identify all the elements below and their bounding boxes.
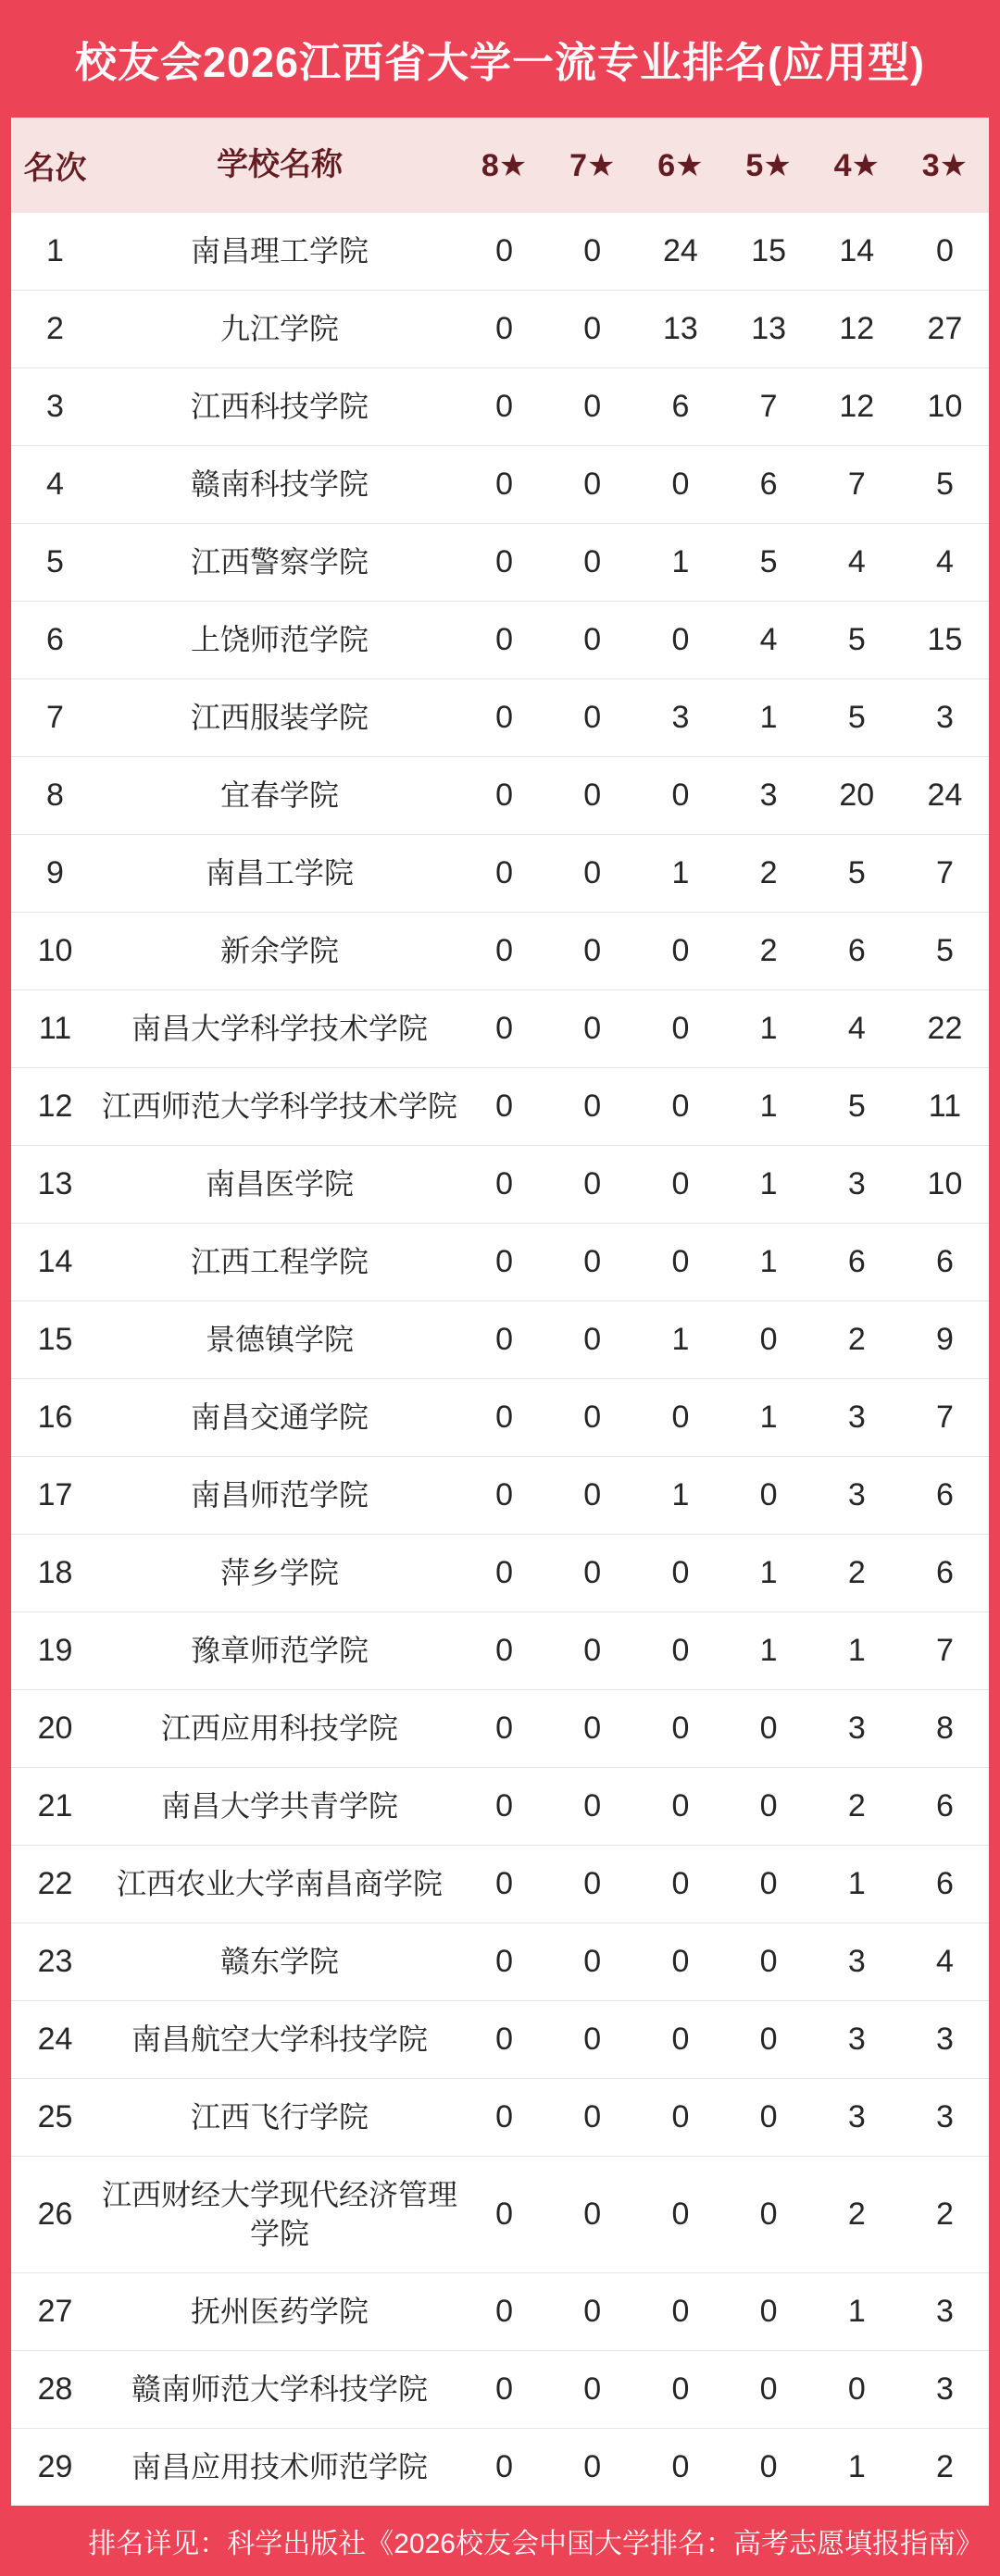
star-count-cell: 5 [935, 933, 954, 969]
star-count-cell: 3 [847, 1711, 866, 1747]
rank-cell: 2 [46, 311, 64, 347]
rank-cell: 11 [38, 1011, 72, 1047]
rank-cell: 21 [37, 1788, 73, 1824]
star-count-cell: 4 [847, 1011, 866, 1047]
star-count-cell: 0 [583, 1555, 602, 1591]
rank-cell: 5 [46, 544, 64, 580]
star-count-cell: 0 [583, 1633, 602, 1669]
table-body [11, 213, 989, 2506]
star-count-cell: 0 [495, 2196, 514, 2233]
star-count-cell: 1 [759, 1633, 778, 1669]
table-row [11, 2000, 989, 2078]
star-count-cell: 10 [927, 389, 963, 425]
star-count-cell: 24 [663, 233, 698, 268]
rank-cell: 24 [37, 2022, 73, 2058]
star-count-cell: 0 [671, 778, 690, 814]
star-count-cell: 0 [495, 1322, 514, 1358]
table-row [11, 523, 989, 601]
star-count-cell: 0 [583, 778, 602, 814]
rank-cell: 17 [37, 1477, 73, 1513]
star-count-cell: 2 [847, 2196, 866, 2233]
rank-cell: 19 [37, 1633, 73, 1669]
star-count-cell: 7 [759, 389, 778, 425]
rank-cell: 26 [37, 2196, 73, 2233]
star-count-cell: 0 [495, 855, 514, 891]
star-count-cell: 4 [847, 544, 866, 580]
school-name-cell: 南昌工学院 [205, 855, 354, 890]
star-count-cell: 0 [759, 1322, 778, 1358]
star-count-cell: 7 [847, 467, 866, 503]
star-count-cell: 1 [759, 1166, 778, 1202]
star-count-cell: 0 [495, 389, 514, 425]
rank-cell: 18 [37, 1555, 73, 1591]
rank-cell: 9 [46, 855, 64, 891]
rank-cell: 10 [37, 933, 73, 969]
school-name-cell: 江西警察学院 [190, 544, 369, 579]
star-count-cell: 6 [935, 1788, 954, 1824]
star-count-cell: 0 [671, 2099, 690, 2135]
star-count-cell: 0 [671, 2294, 690, 2329]
star-count-cell: 2 [935, 2196, 954, 2233]
star-count-cell: 0 [759, 1866, 778, 1902]
school-name-cell: 江西科技学院 [190, 389, 369, 423]
table-row [11, 1145, 989, 1223]
star-count-cell: 0 [671, 1244, 690, 1280]
star-count-cell: 0 [671, 1011, 690, 1047]
star-count-cell: 1 [847, 2294, 866, 2329]
table-row [11, 834, 989, 912]
table-row [11, 989, 989, 1067]
table-row [11, 2156, 989, 2272]
school-name-cell: 江西服装学院 [190, 700, 369, 734]
school-name-cell: 赣东学院 [219, 1945, 339, 1979]
star-count-cell: 0 [583, 1866, 602, 1902]
school-name-cell: 南昌航空大学科技学院 [131, 2022, 428, 2057]
footer-note: 排名详见：科学出版社《2026校友会中国大学排名：高考志愿填报指南》 [88, 2529, 983, 2559]
star-count-cell: 0 [495, 1555, 514, 1591]
star-count-cell: 20 [839, 778, 875, 814]
star-count-cell: 0 [671, 2022, 690, 2058]
star-count-cell: 15 [927, 622, 963, 658]
table-row [11, 2350, 989, 2428]
star-count-cell: 3 [935, 2294, 954, 2329]
star-count-cell: 10 [927, 1166, 963, 1202]
table-row [11, 1456, 989, 1534]
star-count-cell: 11 [928, 1089, 962, 1125]
star-count-cell: 0 [495, 2022, 514, 2058]
school-name-cell: 上饶师范学院 [190, 622, 369, 656]
table-row [11, 678, 989, 756]
star-count-cell: 0 [583, 2371, 602, 2408]
school-name-cell: 新余学院 [219, 933, 339, 967]
star-count-cell: 6 [935, 1477, 954, 1513]
star-count-cell: 0 [671, 1944, 690, 1980]
table-row [11, 445, 989, 523]
star-count-cell: 5 [847, 700, 866, 736]
star-count-cell: 0 [583, 622, 602, 658]
table-row [11, 2078, 989, 2156]
rank-cell: 28 [37, 2371, 73, 2408]
star-count-cell: 0 [671, 2449, 690, 2485]
footer-bar [11, 2506, 989, 2576]
star-count-cell: 5 [759, 544, 778, 580]
star-count-cell: 1 [671, 1322, 690, 1358]
col-header-7star: 7★ [569, 147, 616, 183]
star-count-cell: 24 [927, 778, 963, 814]
school-name-cell: 景德镇学院 [205, 1322, 354, 1356]
star-count-cell: 0 [583, 1011, 602, 1047]
star-count-cell: 5 [847, 622, 866, 658]
table-row [11, 1067, 989, 1145]
star-count-cell: 0 [671, 1788, 690, 1824]
star-count-cell: 0 [495, 1866, 514, 1902]
star-count-cell: 0 [495, 2294, 514, 2329]
star-count-cell: 0 [583, 1477, 602, 1513]
star-count-cell: 0 [583, 1400, 602, 1436]
table-row [11, 1767, 989, 1845]
star-count-cell: 0 [583, 2196, 602, 2233]
school-name-cell: 江西财经大学现代经济管理学院 [101, 2178, 457, 2250]
star-count-cell: 0 [495, 1244, 514, 1280]
star-count-cell: 13 [663, 311, 698, 347]
star-count-cell: 3 [847, 1477, 866, 1513]
table-row [11, 1223, 989, 1300]
star-count-cell: 0 [495, 467, 514, 503]
star-count-cell: 0 [759, 2196, 778, 2233]
star-count-cell: 2 [847, 1788, 866, 1824]
star-count-cell: 0 [495, 700, 514, 736]
rank-cell: 7 [46, 700, 64, 736]
rank-cell: 16 [37, 1400, 73, 1436]
star-count-cell: 0 [759, 1477, 778, 1513]
star-count-cell: 1 [759, 1555, 778, 1591]
star-count-cell: 27 [927, 311, 963, 347]
table-row [11, 1300, 989, 1378]
star-count-cell: 2 [847, 1555, 866, 1591]
star-count-cell: 0 [495, 1166, 514, 1202]
col-header-rank: 名次 [23, 151, 87, 186]
star-count-cell: 0 [495, 544, 514, 580]
star-count-cell: 12 [839, 389, 875, 425]
table-row [11, 367, 989, 445]
table-row [11, 912, 989, 989]
table-header-row [11, 118, 989, 213]
school-name-cell: 南昌大学共青学院 [160, 1789, 398, 1823]
table-row [11, 1378, 989, 1456]
rank-cell: 3 [46, 389, 64, 425]
star-count-cell: 2 [759, 933, 778, 969]
star-count-cell: 0 [759, 2449, 778, 2485]
star-count-cell: 2 [759, 855, 778, 891]
star-count-cell: 0 [583, 700, 602, 736]
table-row [11, 1845, 989, 1923]
star-count-cell: 0 [935, 233, 954, 268]
school-name-cell: 赣南科技学院 [190, 467, 369, 501]
star-count-cell: 0 [495, 233, 514, 268]
star-count-cell: 0 [495, 1633, 514, 1669]
school-name-cell: 江西农业大学南昌商学院 [116, 1867, 443, 1901]
table-row [11, 213, 989, 290]
star-count-cell: 0 [583, 1166, 602, 1202]
star-count-cell: 0 [671, 933, 690, 969]
col-header-3star: 3★ [921, 147, 969, 183]
star-count-cell: 6 [935, 1555, 954, 1591]
col-header-school: 学校名称 [217, 147, 343, 183]
star-count-cell: 0 [583, 1322, 602, 1358]
star-count-cell: 0 [583, 855, 602, 891]
star-count-cell: 3 [847, 2099, 866, 2135]
star-count-cell: 13 [751, 311, 787, 347]
rank-cell: 27 [37, 2294, 73, 2329]
star-count-cell: 0 [495, 1400, 514, 1436]
title-bar [11, 0, 989, 118]
star-count-cell: 0 [759, 2294, 778, 2329]
table-row [11, 2428, 989, 2506]
school-name-cell: 九江学院 [219, 311, 339, 345]
table-row [11, 756, 989, 834]
star-count-cell: 3 [847, 2022, 866, 2058]
rank-cell: 20 [37, 1711, 73, 1747]
star-count-cell: 0 [671, 1400, 690, 1436]
star-count-cell: 2 [847, 1322, 866, 1358]
star-count-cell: 9 [935, 1322, 954, 1358]
star-count-cell: 6 [847, 1244, 866, 1280]
star-count-cell: 0 [583, 2099, 602, 2135]
star-count-cell: 3 [847, 1400, 866, 1436]
rank-cell: 22 [37, 1866, 73, 1902]
star-count-cell: 0 [671, 1866, 690, 1902]
star-count-cell: 0 [583, 2022, 602, 2058]
star-count-cell: 1 [671, 1477, 690, 1513]
star-count-cell: 0 [583, 933, 602, 969]
star-count-cell: 0 [583, 1089, 602, 1125]
rank-cell: 23 [37, 1944, 73, 1980]
star-count-cell: 0 [495, 1011, 514, 1047]
rank-cell: 8 [46, 778, 64, 814]
star-count-cell: 5 [847, 1089, 866, 1125]
school-name-cell: 江西工程学院 [190, 1244, 369, 1278]
star-count-cell: 7 [935, 1400, 954, 1436]
star-count-cell: 0 [495, 1711, 514, 1747]
rank-cell: 4 [46, 467, 64, 503]
school-name-cell: 南昌应用技术师范学院 [131, 2449, 428, 2483]
star-count-cell: 3 [847, 1944, 866, 1980]
star-count-cell: 3 [847, 1166, 866, 1202]
star-count-cell: 1 [759, 700, 778, 736]
col-header-5star: 5★ [745, 147, 792, 183]
school-name-cell: 江西应用科技学院 [160, 1711, 398, 1745]
star-count-cell: 3 [935, 2022, 954, 2058]
school-name-cell: 萍乡学院 [219, 1555, 339, 1589]
star-count-cell: 0 [583, 1244, 602, 1280]
star-count-cell: 0 [583, 2294, 602, 2329]
star-count-cell: 0 [583, 1788, 602, 1824]
table-row [11, 1689, 989, 1767]
school-name-cell: 豫章师范学院 [190, 1633, 369, 1667]
star-count-cell: 0 [495, 933, 514, 969]
star-count-cell: 7 [935, 1633, 954, 1669]
star-count-cell: 3 [935, 700, 954, 736]
star-count-cell: 6 [935, 1866, 954, 1902]
col-header-4star: 4★ [833, 147, 880, 183]
star-count-cell: 0 [759, 2371, 778, 2408]
star-count-cell: 1 [671, 544, 690, 580]
star-count-cell: 0 [671, 467, 690, 503]
star-count-cell: 4 [759, 622, 778, 658]
school-name-cell: 江西师范大学科学技术学院 [101, 1089, 457, 1123]
table-row [11, 2272, 989, 2350]
star-count-cell: 4 [935, 544, 954, 580]
ranking-table [11, 118, 989, 2506]
star-count-cell: 6 [935, 1244, 954, 1280]
col-header-8star: 8★ [481, 147, 528, 183]
star-count-cell: 0 [671, 2371, 690, 2408]
school-name-cell: 抚州医药学院 [190, 2294, 369, 2328]
star-count-cell: 3 [759, 778, 778, 814]
star-count-cell: 0 [583, 2449, 602, 2485]
star-count-cell: 0 [759, 1788, 778, 1824]
star-count-cell: 0 [495, 311, 514, 347]
rank-cell: 1 [46, 233, 64, 268]
star-count-cell: 0 [495, 2371, 514, 2408]
star-count-cell: 0 [671, 1166, 690, 1202]
star-count-cell: 0 [583, 233, 602, 268]
star-count-cell: 0 [671, 1711, 690, 1747]
star-count-cell: 0 [759, 1711, 778, 1747]
rank-cell: 29 [37, 2449, 73, 2485]
star-count-cell: 0 [583, 544, 602, 580]
star-count-cell: 6 [671, 389, 690, 425]
star-count-cell: 0 [583, 1944, 602, 1980]
school-name-cell: 江西飞行学院 [190, 2100, 369, 2134]
star-count-cell: 3 [935, 2099, 954, 2135]
table-row [11, 1923, 989, 2000]
star-count-cell: 0 [759, 1944, 778, 1980]
star-count-cell: 0 [583, 389, 602, 425]
star-count-cell: 1 [847, 1633, 866, 1669]
star-count-cell: 0 [583, 1711, 602, 1747]
star-count-cell: 0 [671, 1089, 690, 1125]
rank-cell: 14 [37, 1244, 73, 1280]
star-count-cell: 12 [839, 311, 875, 347]
star-count-cell: 0 [495, 622, 514, 658]
star-count-cell: 1 [671, 855, 690, 891]
star-count-cell: 5 [847, 855, 866, 891]
rank-cell: 12 [37, 1089, 73, 1125]
star-count-cell: 0 [495, 1089, 514, 1125]
star-count-cell: 7 [935, 855, 954, 891]
star-count-cell: 1 [759, 1089, 778, 1125]
rank-cell: 25 [37, 2099, 73, 2135]
star-count-cell: 1 [847, 2449, 866, 2485]
star-count-cell: 22 [927, 1011, 963, 1047]
rank-cell: 13 [37, 1166, 73, 1202]
star-count-cell: 0 [671, 1633, 690, 1669]
star-count-cell: 0 [671, 622, 690, 658]
star-count-cell: 0 [495, 2099, 514, 2135]
star-count-cell: 6 [847, 933, 866, 969]
star-count-cell: 2 [935, 2449, 954, 2485]
star-count-cell: 1 [847, 1866, 866, 1902]
school-name-cell: 赣南师范大学科技学院 [131, 2371, 428, 2406]
col-header-6star: 6★ [657, 147, 704, 183]
star-count-cell: 0 [495, 1944, 514, 1980]
star-count-cell: 15 [751, 233, 787, 268]
table-row [11, 1612, 989, 1689]
table-row [11, 290, 989, 367]
star-count-cell: 0 [583, 311, 602, 347]
page-title: 校友会2026江西省大学一流专业排名(应用型) [74, 39, 926, 86]
star-count-cell: 8 [935, 1711, 954, 1747]
star-count-cell: 0 [495, 1477, 514, 1513]
star-count-cell: 0 [583, 467, 602, 503]
star-count-cell: 0 [847, 2371, 866, 2408]
rank-cell: 15 [37, 1322, 73, 1358]
star-count-cell: 0 [759, 2022, 778, 2058]
star-count-cell: 3 [671, 700, 690, 736]
star-count-cell: 1 [759, 1011, 778, 1047]
star-count-cell: 0 [495, 1788, 514, 1824]
school-name-cell: 南昌大学科学技术学院 [131, 1011, 428, 1045]
table-row [11, 1534, 989, 1612]
star-count-cell: 1 [759, 1400, 778, 1436]
star-count-cell: 6 [759, 467, 778, 503]
star-count-cell: 4 [935, 1944, 954, 1980]
star-count-cell: 0 [671, 2196, 690, 2233]
rank-cell: 6 [46, 622, 64, 658]
school-name-cell: 南昌理工学院 [190, 233, 369, 268]
star-count-cell: 14 [839, 233, 875, 268]
star-count-cell: 0 [495, 778, 514, 814]
star-count-cell: 0 [495, 2449, 514, 2485]
star-count-cell: 0 [759, 2099, 778, 2135]
star-count-cell: 1 [759, 1244, 778, 1280]
star-count-cell: 3 [935, 2371, 954, 2408]
star-count-cell: 5 [935, 467, 954, 503]
school-name-cell: 南昌师范学院 [190, 1477, 369, 1512]
school-name-cell: 南昌交通学院 [190, 1400, 369, 1434]
star-count-cell: 0 [671, 1555, 690, 1591]
school-name-cell: 宜春学院 [219, 778, 339, 812]
table-row [11, 601, 989, 678]
school-name-cell: 南昌医学院 [205, 1166, 354, 1201]
